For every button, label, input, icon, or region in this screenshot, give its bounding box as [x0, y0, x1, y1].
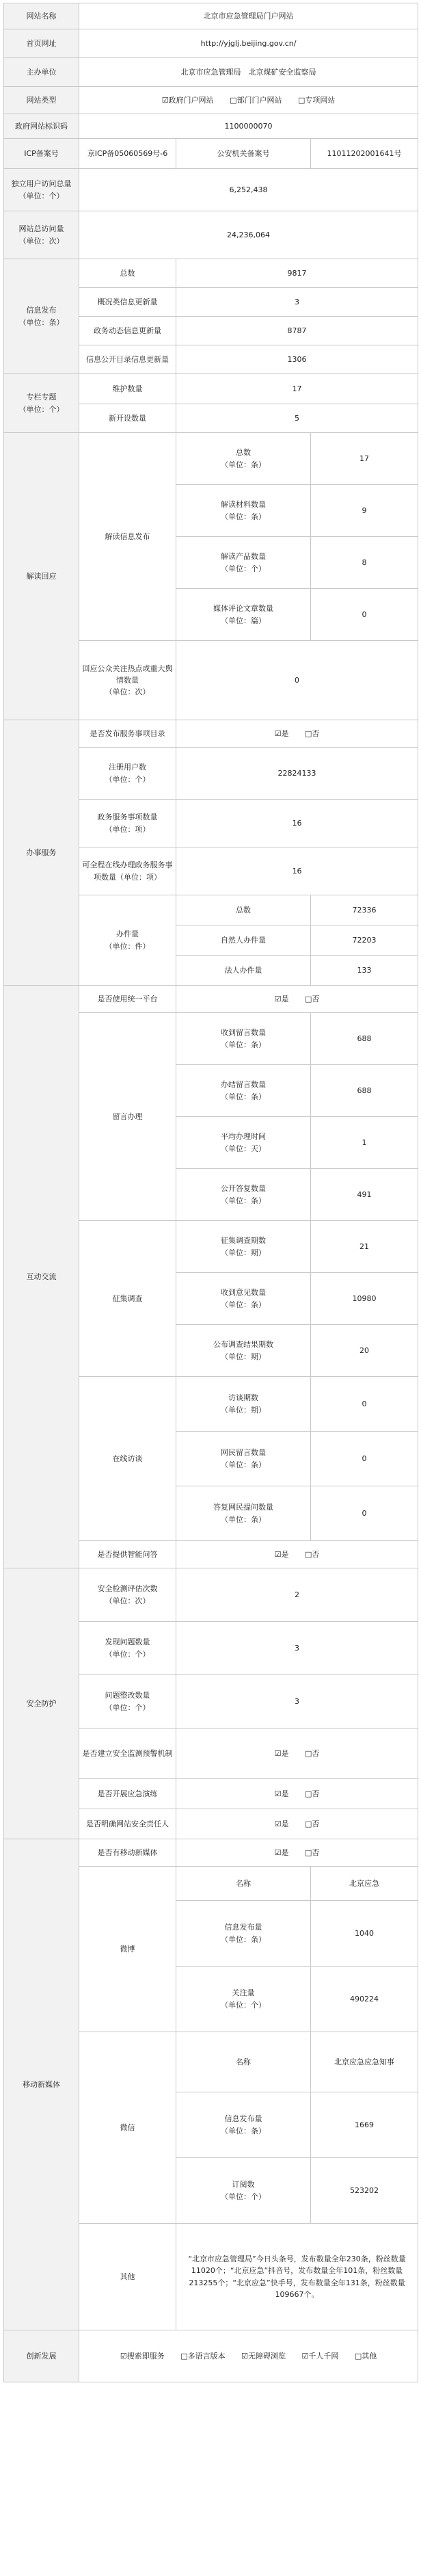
value-talk-msg: 0 — [311, 1432, 418, 1486]
label-icp: ICP备案号 — [4, 139, 79, 169]
label-wechat-sub: 订阅数 （单位：个） — [176, 2158, 311, 2224]
value-organizer: 北京市应急管理局 北京煤矿安全监察局 — [79, 58, 418, 87]
label-service-handle: 办件量 （单位：件） — [79, 895, 176, 986]
label-police: 公安机关备案号 — [176, 139, 311, 169]
row-page-views — [4, 211, 418, 259]
label-sec-fixed: 问题整改数量 （单位：个） — [79, 1675, 176, 1729]
option-no: □否 — [305, 1819, 320, 1828]
value-service-catalog — [176, 720, 418, 748]
row-innovation — [4, 2330, 418, 2382]
value-msg-done: 688 — [311, 1065, 418, 1117]
label-mobile: 移动新媒体 — [4, 1839, 79, 2330]
option-no: □否 — [305, 1549, 320, 1559]
label-security: 安全防护 — [4, 1568, 79, 1839]
option-yes: ☑是 — [274, 1819, 289, 1828]
row-icp — [4, 139, 418, 169]
value-site-type — [79, 87, 418, 114]
label-talk-msg: 网民留言数量 （单位：条） — [176, 1432, 311, 1486]
option-accessible: ☑无障碍浏览 — [241, 2351, 286, 2361]
option-personalized: ☑千人千网 — [301, 2351, 339, 2361]
label-weibo: 微博 — [79, 1867, 176, 2032]
label-interact-unified: 是否使用统一平台 — [79, 986, 176, 1013]
value-police: 11011202001641号 — [311, 139, 418, 169]
label-info-publish: 信息发布 （单位：条） — [4, 259, 79, 374]
value-weibo-name: 北京应急 — [311, 1867, 418, 1901]
label-wechat-pub: 信息发布量 （单位：条） — [176, 2092, 311, 2158]
row-info-total — [4, 259, 418, 288]
value-msg-pub: 491 — [311, 1169, 418, 1221]
row-organizer — [4, 58, 418, 87]
value-survey-cnt: 21 — [311, 1221, 418, 1273]
label-wechat: 微信 — [79, 2032, 176, 2224]
label-survey-group: 征集调查 — [79, 1221, 176, 1377]
value-survey-opinion: 10980 — [311, 1273, 418, 1325]
value-survey-result: 20 — [311, 1325, 418, 1377]
label-interpret: 解读回应 — [4, 433, 79, 720]
label-interpret-media: 媒体评论文章数量 （单位：篇） — [176, 589, 311, 641]
value-wechat-sub: 523202 — [311, 2158, 418, 2224]
value-columns-new: 5 — [176, 404, 418, 433]
label-interpret-group: 解读信息发布 — [79, 433, 176, 641]
label-innovation: 创新发展 — [4, 2330, 79, 2382]
label-home-url: 首页网址 — [4, 29, 79, 58]
option-search-service: ☑搜索即服务 — [120, 2351, 165, 2361]
option-yes: ☑是 — [274, 1748, 289, 1758]
label-handle-total: 总数 — [176, 895, 311, 925]
value-service-online: 16 — [176, 847, 418, 895]
label-msg-recv: 收到留言数量 （单位：条） — [176, 1013, 311, 1065]
option-dept-portal: □部门门户网站 — [230, 95, 282, 105]
row-interact-unified — [4, 986, 418, 1013]
value-handle-legal: 133 — [311, 956, 418, 986]
value-service-users: 22824133 — [176, 748, 418, 800]
option-yes: ☑是 — [274, 728, 289, 738]
option-no: □否 — [305, 1848, 320, 1857]
option-yes: ☑是 — [274, 994, 289, 1003]
label-weibo-name: 名称 — [176, 1867, 311, 1901]
label-service-users: 注册用户数 （单位：个） — [79, 748, 176, 800]
value-talk-cnt: 0 — [311, 1377, 418, 1432]
value-info-total: 9817 — [176, 259, 418, 288]
label-sec-person: 是否明确网站安全责任人 — [79, 1809, 176, 1839]
value-sec-drill — [176, 1779, 418, 1809]
label-info-dynamic: 政务动态信息更新量 — [79, 317, 176, 345]
label-weibo-fans: 关注量 （单位：个） — [176, 1967, 311, 2032]
row-site-type — [4, 87, 418, 114]
value-site-code: 1100000070 — [79, 114, 418, 139]
value-interpret-material: 9 — [311, 485, 418, 537]
label-site-code: 政府网站标识码 — [4, 114, 79, 139]
row-service-catalog — [4, 720, 418, 748]
value-mobile-has — [176, 1839, 418, 1867]
value-mobile-other: “北京市应急管理局”今日头条号，发布数量全年230条，粉丝数量11020个；“北京应急”抖音号，发布数量全年101条，粉丝数量213255个；“北京应急”快手号，发布数量全年131条，粉丝数量109667个。 — [176, 2224, 418, 2330]
value-sec-person — [176, 1809, 418, 1839]
value-info-dynamic: 8787 — [176, 317, 418, 345]
value-handle-person: 72203 — [311, 925, 418, 956]
value-innovation — [79, 2330, 418, 2382]
label-survey-cnt: 征集调查期数 （单位：期） — [176, 1221, 311, 1273]
label-service: 办事服务 — [4, 720, 79, 986]
label-interpret-respond: 回应公众关注热点或重大舆情数量 （单位：次） — [79, 641, 176, 720]
row-home-url — [4, 29, 418, 58]
value-interact-unified — [176, 986, 418, 1013]
label-organizer: 主办单位 — [4, 58, 79, 87]
option-multi-language: □多语言版本 — [180, 2351, 226, 2361]
row-site-code — [4, 114, 418, 139]
value-interpret-respond: 0 — [176, 641, 418, 720]
value-columns-maint: 17 — [176, 374, 418, 404]
label-talk-cnt: 访谈期数 （单位：期） — [176, 1377, 311, 1432]
label-columns-maint: 维护数量 — [79, 374, 176, 404]
label-wechat-name: 名称 — [176, 2032, 311, 2092]
label-info-catalog: 信息公开目录信息更新量 — [79, 345, 176, 374]
option-other: □其他 — [354, 2351, 377, 2361]
label-talk-group: 在线访谈 — [79, 1377, 176, 1541]
value-weibo-pub: 1040 — [311, 1901, 418, 1967]
option-no: □否 — [305, 728, 320, 738]
label-talk-ans: 答复网民提问数量 （单位：条） — [176, 1486, 311, 1541]
value-handle-total: 72336 — [311, 895, 418, 925]
option-yes: ☑是 — [274, 1549, 289, 1559]
option-yes: ☑是 — [274, 1789, 289, 1798]
option-no: □否 — [305, 994, 320, 1003]
value-interpret-product: 8 — [311, 537, 418, 589]
value-smart-qa — [176, 1541, 418, 1568]
label-survey-opinion: 收到意见数量 （单位：条） — [176, 1273, 311, 1325]
label-columns-new: 新开设数量 — [79, 404, 176, 433]
label-columns: 专栏专题 （单位：个） — [4, 374, 79, 433]
label-interpret-material: 解读材料数量 （单位：条） — [176, 485, 311, 537]
option-yes: ☑是 — [274, 1848, 289, 1857]
row-interpret-total — [4, 433, 418, 485]
label-sec-mechanism: 是否建立安全监测预警机制 — [79, 1729, 176, 1779]
value-page-views: 24,236,064 — [79, 211, 418, 259]
label-sec-drill: 是否开展应急演练 — [79, 1779, 176, 1809]
option-no: □否 — [305, 1748, 320, 1758]
label-msg-time: 平均办理时间 （单位：天） — [176, 1117, 311, 1169]
label-info-outline: 概况类信息更新量 — [79, 288, 176, 317]
report-page — [3, 3, 418, 2382]
value-interpret-media: 0 — [311, 589, 418, 641]
row-unique-visitors — [4, 169, 418, 211]
label-survey-result: 公布调查结果期数 （单位：期） — [176, 1325, 311, 1377]
value-interpret-total: 17 — [311, 433, 418, 485]
label-service-online: 可全程在线办理政务服务事项数量（单位：项） — [79, 847, 176, 895]
value-info-catalog: 1306 — [176, 345, 418, 374]
value-talk-ans: 0 — [311, 1486, 418, 1541]
option-no: □否 — [305, 1789, 320, 1798]
label-interpret-total: 总数 （单位：条） — [176, 433, 311, 485]
website-annual-report-table — [3, 3, 418, 2382]
label-mobile-has: 是否有移动新媒体 — [79, 1839, 176, 1867]
value-msg-recv: 688 — [311, 1013, 418, 1065]
label-sec-found: 发现问题数量 （单位：个） — [79, 1622, 176, 1675]
value-icp: 京ICP备05060569号-6 — [79, 139, 176, 169]
label-msg-group: 留言办理 — [79, 1013, 176, 1221]
value-sec-check: 2 — [176, 1568, 418, 1622]
label-mobile-other: 其他 — [79, 2224, 176, 2330]
value-site-name: 北京市应急管理局门户网站 — [79, 3, 418, 29]
label-service-catalog: 是否发布服务事项目录 — [79, 720, 176, 748]
label-msg-done: 办结留言数量 （单位：条） — [176, 1065, 311, 1117]
value-wechat-name: 北京应急应急知事 — [311, 2032, 418, 2092]
label-site-type: 网站类型 — [4, 87, 79, 114]
label-interact: 互动交流 — [4, 986, 79, 1568]
value-sec-mechanism — [176, 1729, 418, 1779]
label-handle-legal: 法人办件量 — [176, 956, 311, 986]
row-mobile-has — [4, 1839, 418, 1867]
value-wechat-pub: 1669 — [311, 2092, 418, 2158]
row-sec-check — [4, 1568, 418, 1622]
row-site-name — [4, 3, 418, 29]
label-unique-visitors: 独立用户访问总量 （单位：个） — [4, 169, 79, 211]
label-smart-qa: 是否提供智能问答 — [79, 1541, 176, 1568]
value-sec-found: 3 — [176, 1622, 418, 1675]
label-service-items: 政务服务事项数量 （单位：项） — [79, 800, 176, 847]
option-special-site: □专项网站 — [297, 95, 336, 105]
option-gov-portal: ☑政府门户网站 — [161, 95, 214, 105]
value-sec-fixed: 3 — [176, 1675, 418, 1729]
value-service-items: 16 — [176, 800, 418, 847]
value-unique-visitors: 6,252,438 — [79, 169, 418, 211]
label-handle-person: 自然人办件量 — [176, 925, 311, 956]
label-page-views: 网站总访问量 （单位：次） — [4, 211, 79, 259]
label-msg-pub: 公开答复数量 （单位：条） — [176, 1169, 311, 1221]
row-columns-maint — [4, 374, 418, 404]
label-interpret-product: 解读产品数量 （单位：个） — [176, 537, 311, 589]
label-weibo-pub: 信息发布量 （单位：条） — [176, 1901, 311, 1967]
value-msg-time: 1 — [311, 1117, 418, 1169]
label-info-total: 总数 — [79, 259, 176, 288]
value-info-outline: 3 — [176, 288, 418, 317]
label-site-name: 网站名称 — [4, 3, 79, 29]
value-home-url: http://yjglj.beijing.gov.cn/ — [79, 29, 418, 58]
label-sec-check: 安全检测评估次数 （单位：次） — [79, 1568, 176, 1622]
value-weibo-fans: 490224 — [311, 1967, 418, 2032]
